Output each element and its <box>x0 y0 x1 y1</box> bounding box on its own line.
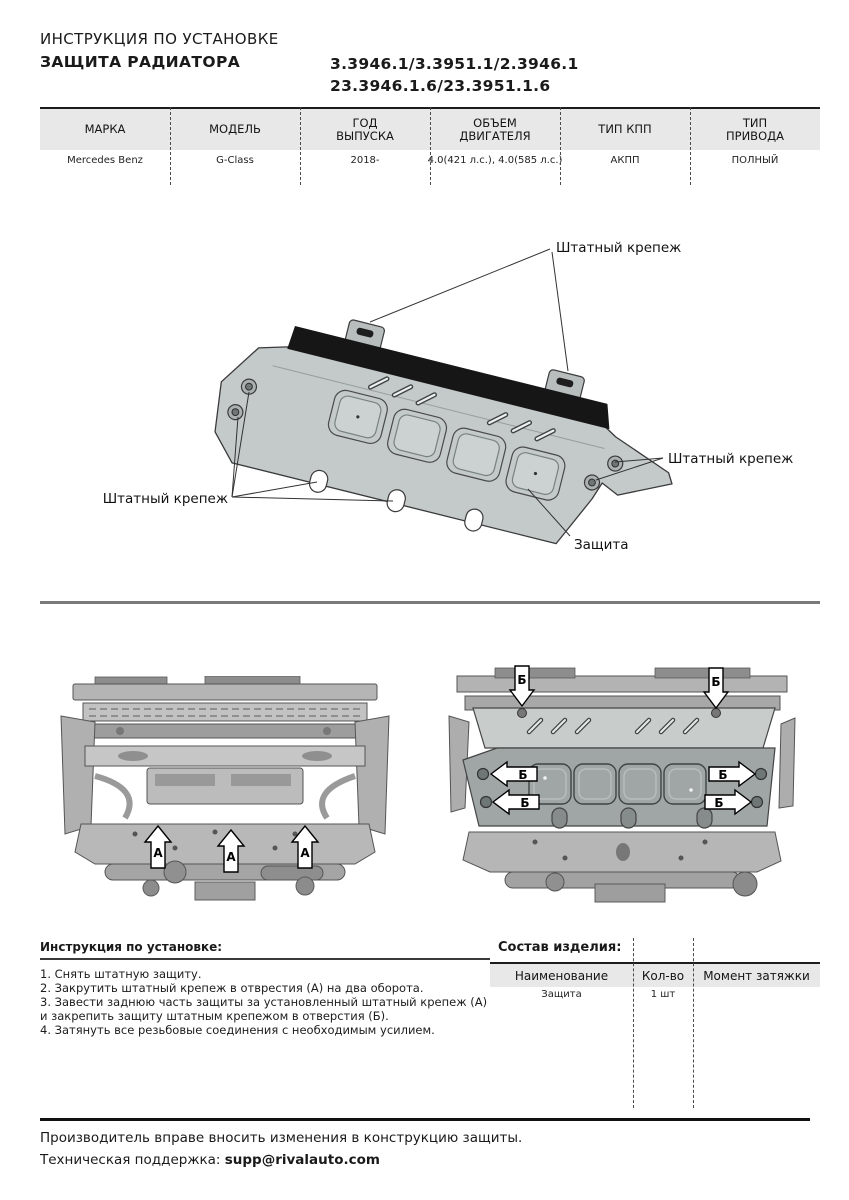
footer-support <box>40 1152 380 1168</box>
marker-b-3: Б <box>518 768 528 782</box>
instruction-step: 1. Снять штатную защиту. <box>40 967 202 981</box>
spec-column-divider <box>300 107 301 185</box>
composition-column-divider <box>693 938 694 1108</box>
marker-b-4: Б <box>520 796 530 810</box>
part-numbers <box>330 53 579 97</box>
spec-value-engine: 4.0(421 л.с.), 4.0(585 л.с.) <box>427 155 563 166</box>
spec-header-engine: ОБЪЕМ ДВИГАТЕЛЯ <box>459 115 531 143</box>
spec-column-divider <box>430 107 431 185</box>
car-underside-after <box>449 668 795 902</box>
callout-fastener-top: Штатный крепеж <box>556 240 682 256</box>
photo-after-install <box>445 656 801 918</box>
footer-disclaimer: Производитель вправе вносить изменения в конструкцию защиты. <box>40 1130 523 1146</box>
marker-b-1: Б <box>517 673 527 687</box>
doc-title-line1: ИНСТРУКЦИЯ ПО УСТАНОВКЕ <box>40 30 279 48</box>
marker-a-2: А <box>226 850 236 864</box>
part-numbers-line2: 23.3946.1.6/23.3951.1.6 <box>330 77 551 95</box>
composition-value-torque <box>693 987 820 1003</box>
marker-a-1: А <box>153 846 163 860</box>
footer-support-email: supp@rivalauto.com <box>224 1152 380 1168</box>
doc-title-line2: ЗАЩИТА РАДИАТОРА <box>40 53 241 71</box>
spec-value-brand: Mercedes Benz <box>67 155 143 166</box>
composition-column-divider <box>633 938 634 1108</box>
marker-b-5: Б <box>718 768 728 782</box>
spec-header-drive: ТИП ПРИВОДА <box>726 115 784 143</box>
plate-diagram <box>0 220 849 610</box>
vehicle-spec-table <box>40 107 820 185</box>
footer-divider <box>40 1118 810 1121</box>
spec-column-divider <box>560 107 561 185</box>
spec-header-brand: МАРКА <box>84 122 126 136</box>
instructions-steps <box>40 967 496 1037</box>
marker-b-6: Б <box>714 796 724 810</box>
composition-value-row <box>490 987 820 1003</box>
composition-header-qty: Кол-во <box>641 968 685 983</box>
spec-value-model: G-Class <box>216 155 254 166</box>
spec-header-gearbox: ТИП КПП <box>598 122 652 136</box>
spec-header-year: ГОД ВЫПУСКА <box>336 115 394 143</box>
callout-fastener-left: Штатный крепеж <box>102 491 228 507</box>
instruction-step: 2. Закрутить штатный крепеж в отврестия (А) на два оборота. <box>40 981 424 995</box>
spec-value-drive: ПОЛНЫЙ <box>731 155 779 166</box>
spec-value-year: 2018- <box>350 155 380 166</box>
photo-before-install <box>55 676 395 918</box>
composition-value-qty: 1 шт <box>650 989 676 1000</box>
instruction-step: 3. Завести заднюю часть защиты за установленный штатный крепеж (А) и закрепить защиту штатным крепежом в отверстия (Б). <box>40 995 488 1023</box>
composition-header-torque: Момент затяжки <box>703 968 810 983</box>
callout-fastener-right: Штатный крепеж <box>668 451 794 467</box>
spec-value-gearbox: АКПП <box>610 155 640 166</box>
spec-header-model: МОДЕЛЬ <box>209 122 261 136</box>
composition-value-name: Защита <box>541 989 582 1000</box>
instruction-step: 4. Затянуть все резьбовые соединения с необходимым усилием. <box>40 1023 435 1037</box>
part-numbers-line1: 3.3946.1/3.3951.1/2.3946.1 <box>330 55 579 73</box>
callout-plate: Защита <box>574 537 629 553</box>
spec-column-divider <box>690 107 691 185</box>
spec-column-divider <box>170 107 171 185</box>
marker-b-2: Б <box>711 675 721 689</box>
composition-table <box>490 938 820 1108</box>
marker-a-3: А <box>300 846 310 860</box>
section-divider <box>40 601 820 604</box>
instructions-title: Инструкция по установке: <box>40 940 223 954</box>
composition-header-row <box>490 962 820 987</box>
composition-title: Состав изделия: <box>498 940 622 955</box>
footer-support-label: Техническая поддержка: <box>40 1152 225 1168</box>
instructions-rule <box>40 958 490 960</box>
composition-header-name: Наименование <box>514 968 609 983</box>
